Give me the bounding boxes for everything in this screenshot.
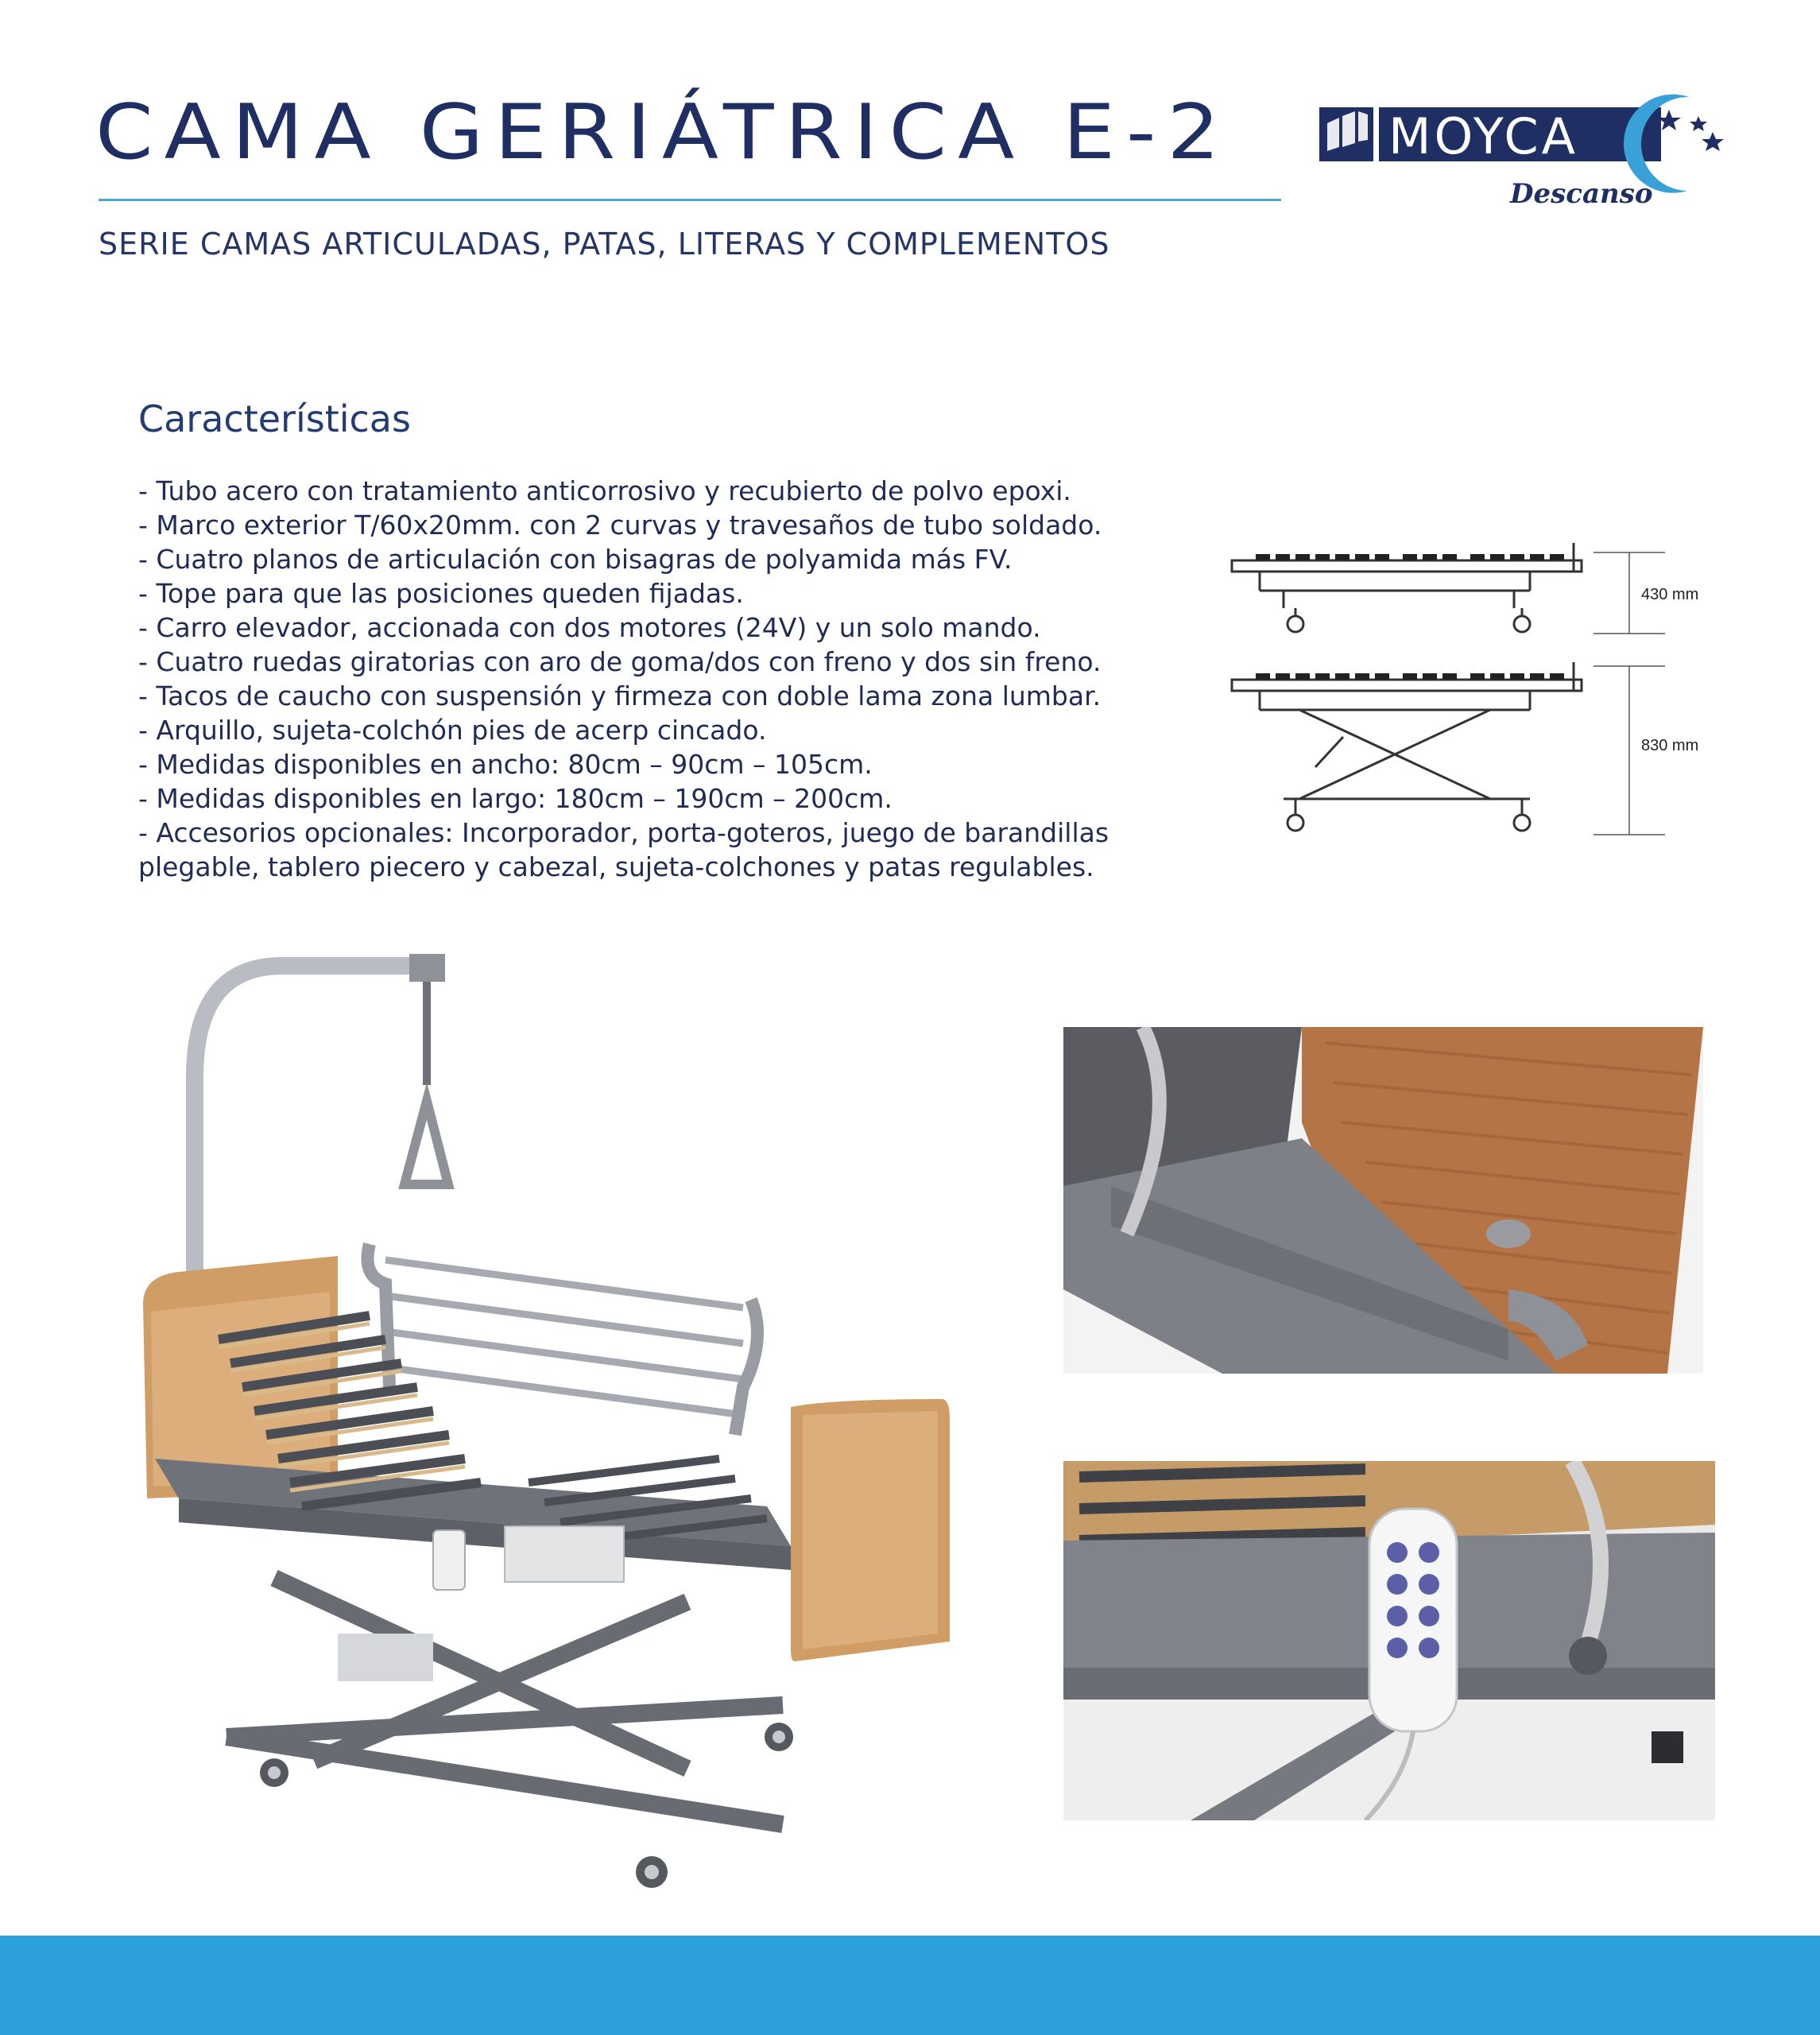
list-item: - Cuatro ruedas giratorias con aro de goma/dos con freno y dos sin freno.	[138, 646, 1102, 677]
max-height-label: 830 mm	[1641, 737, 1699, 754]
title-divider	[99, 199, 1281, 201]
page-subtitle: SERIE CAMAS ARTICULADAS, PATAS, LITERAS Y COMPLEMENTOS	[99, 227, 1110, 262]
list-item: - Carro elevador, accionada con dos motores (24V) y un solo mando.	[138, 612, 1041, 643]
page-title: CAMA GERIÁTRICA E-2	[95, 87, 1231, 176]
logo-tagline: Descanso	[1510, 178, 1653, 210]
moyca-logo	[1315, 87, 1729, 215]
features-heading: Características	[138, 397, 411, 440]
bed-low-drawing	[1232, 543, 1582, 632]
list-item: - Marco exterior T/60x20mm. con 2 curvas y travesaños de tubo soldado.	[138, 510, 1102, 541]
bed-high-drawing	[1232, 662, 1582, 831]
geriatric-bed-photo	[131, 942, 986, 1904]
list-item: - Tacos de caucho con suspensión y firmeza con doble lama zona lumbar.	[138, 680, 1102, 711]
list-item: - Accesorios opcionales: Incorporador, porta-goteros, juego de barandillas	[138, 817, 1109, 848]
bed-height-diagram	[1228, 529, 1721, 862]
footer-bar	[0, 1936, 1820, 2035]
logo-brand: MOYCA	[1388, 107, 1579, 165]
headboard-bracket-detail-photo	[1063, 1027, 1703, 1374]
list-item: - Cuatro planos de articulación con bisagras de polyamida más FV.	[138, 544, 1013, 575]
min-height-label: 430 mm	[1641, 586, 1699, 603]
list-item: - Tope para que las posiciones queden fijadas.	[138, 578, 744, 609]
list-item: - Medidas disponibles en ancho: 80cm – 90cm – 105cm.	[138, 749, 873, 780]
list-item: - Arquillo, sujeta-colchón pies de acerp cincado.	[138, 715, 767, 746]
list-item: - Medidas disponibles en largo: 180cm – 190cm – 200cm.	[138, 783, 893, 814]
list-item: - Tubo acero con tratamiento anticorrosivo y recubierto de polvo epoxi.	[138, 475, 1071, 506]
features-list	[138, 474, 1187, 884]
list-item: plegable, tablero piecero y cabezal, sujeta-colchones y patas regulables.	[138, 851, 1094, 882]
remote-control-detail-photo	[1063, 1461, 1715, 1820]
